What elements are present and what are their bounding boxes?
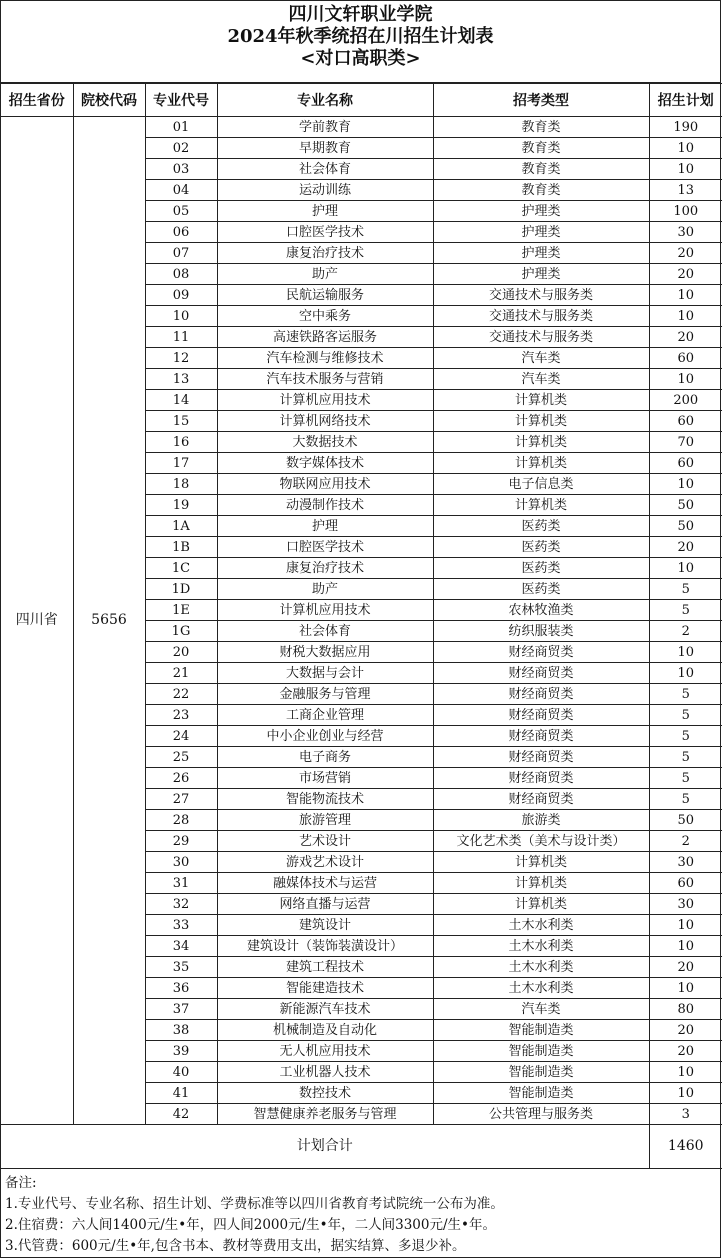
plan-count-cell: 5 [649,747,722,768]
title-school: 四川文轩职业学院 [288,4,433,25]
plan-count-cell: 10 [649,306,722,327]
plan-count-cell: 10 [649,1083,722,1104]
major-name-cell: 护理 [217,516,433,537]
exam-type-cell: 交通技术与服务类 [433,285,649,306]
exam-type-cell: 计算机类 [433,873,649,894]
major-code-cell: 24 [145,726,217,747]
plan-count-cell: 5 [649,579,722,600]
plan-count-cell: 5 [649,726,722,747]
exam-type-cell: 汽车类 [433,369,649,390]
exam-type-cell: 交通技术与服务类 [433,327,649,348]
exam-type-cell: 医药类 [433,537,649,558]
major-code-cell: 14 [145,390,217,411]
major-name-cell: 智能物流技术 [217,789,433,810]
exam-type-cell: 财经商贸类 [433,768,649,789]
plan-count-cell: 10 [649,159,722,180]
major-code-cell: 03 [145,159,217,180]
major-name-cell: 新能源汽车技术 [217,999,433,1020]
major-code-cell: 15 [145,411,217,432]
major-code-cell: 17 [145,453,217,474]
major-code-cell: 42 [145,1104,217,1125]
major-code-cell: 39 [145,1041,217,1062]
exam-type-cell: 财经商贸类 [433,663,649,684]
notes-section [1,1169,720,1257]
major-name-cell: 数字媒体技术 [217,453,433,474]
exam-type-cell: 智能制造类 [433,1041,649,1062]
major-name-cell: 民航运输服务 [217,285,433,306]
table-header-row [1,84,722,117]
major-code-cell: 1A [145,516,217,537]
plan-count-cell: 70 [649,432,722,453]
total-label: 计划合计 [1,1125,649,1169]
major-name-cell: 智能建造技术 [217,978,433,999]
plan-count-cell: 5 [649,789,722,810]
plan-count-cell: 100 [649,201,722,222]
major-name-cell: 大数据技术 [217,432,433,453]
note-item-2: 2.住宿费：六人间1400元/生•年，四人间2000元/生•年，二人间3300元/生•年。 [5,1217,496,1233]
header-major-code: 专业代号 [145,84,217,117]
plan-count-cell: 20 [649,264,722,285]
major-code-cell: 23 [145,705,217,726]
major-name-cell: 游戏艺术设计 [217,852,433,873]
exam-type-cell: 汽车类 [433,999,649,1020]
note-item-1: 1.专业代号、专业名称、招生计划、学费标准等以四川省教育考试院统一公布为准。 [5,1196,504,1212]
exam-type-cell: 计算机类 [433,453,649,474]
exam-type-cell: 护理类 [433,243,649,264]
major-name-cell: 汽车检测与维修技术 [217,348,433,369]
exam-type-cell: 教育类 [433,159,649,180]
major-name-cell: 高速铁路客运服务 [217,327,433,348]
plan-count-cell: 10 [649,915,722,936]
major-code-cell: 08 [145,264,217,285]
major-code-cell: 20 [145,642,217,663]
exam-type-cell: 计算机类 [433,894,649,915]
major-code-cell: 01 [145,117,217,138]
major-code-cell: 25 [145,747,217,768]
plan-count-cell: 20 [649,957,722,978]
major-name-cell: 工业机器人技术 [217,1062,433,1083]
exam-type-cell: 智能制造类 [433,1083,649,1104]
major-name-cell: 助产 [217,264,433,285]
major-code-cell: 30 [145,852,217,873]
plan-count-cell: 30 [649,894,722,915]
plan-count-cell: 2 [649,621,722,642]
major-name-cell: 无人机应用技术 [217,1041,433,1062]
major-code-cell: 05 [145,201,217,222]
exam-type-cell: 土木水利类 [433,957,649,978]
exam-type-cell: 教育类 [433,117,649,138]
plan-count-cell: 10 [649,1062,722,1083]
major-code-cell: 04 [145,180,217,201]
major-name-cell: 助产 [217,579,433,600]
plan-count-cell: 60 [649,411,722,432]
major-code-cell: 37 [145,999,217,1020]
major-name-cell: 口腔医学技术 [217,537,433,558]
exam-type-cell: 护理类 [433,222,649,243]
plan-count-cell: 10 [649,663,722,684]
major-code-cell: 26 [145,768,217,789]
exam-type-cell: 土木水利类 [433,915,649,936]
major-code-cell: 1E [145,600,217,621]
header-major-name: 专业名称 [217,84,433,117]
exam-type-cell: 财经商贸类 [433,684,649,705]
exam-type-cell: 智能制造类 [433,1020,649,1041]
plan-count-cell: 5 [649,705,722,726]
plan-count-cell: 5 [649,684,722,705]
plan-count-cell: 30 [649,852,722,873]
major-code-cell: 19 [145,495,217,516]
major-code-cell: 29 [145,831,217,852]
major-name-cell: 建筑工程技术 [217,957,433,978]
exam-type-cell: 医药类 [433,579,649,600]
major-code-cell: 12 [145,348,217,369]
major-name-cell: 数控技术 [217,1083,433,1104]
plan-count-cell: 2 [649,831,722,852]
plan-count-cell: 20 [649,243,722,264]
note-item-3: 3.代管费：600元/生•年,包含书本、教材等费用支出，据实结算、多退少补。 [5,1238,466,1254]
major-code-cell: 34 [145,936,217,957]
exam-type-cell: 土木水利类 [433,936,649,957]
major-code-cell: 1D [145,579,217,600]
plan-count-cell: 50 [649,810,722,831]
exam-type-cell: 计算机类 [433,852,649,873]
plan-count-cell: 10 [649,285,722,306]
title-plan: 2024年秋季统招在川招生计划表 [227,26,494,47]
major-code-cell: 18 [145,474,217,495]
major-code-cell: 10 [145,306,217,327]
exam-type-cell: 电子信息类 [433,474,649,495]
major-code-cell: 06 [145,222,217,243]
total-row [1,1125,722,1169]
plan-count-cell: 10 [649,558,722,579]
total-value: 1460 [649,1125,722,1169]
plan-count-cell: 50 [649,495,722,516]
major-name-cell: 网络直播与运营 [217,894,433,915]
province-cell: 四川省 [1,117,73,1125]
major-name-cell: 运动训练 [217,180,433,201]
plan-count-cell: 20 [649,1041,722,1062]
major-name-cell: 计算机应用技术 [217,390,433,411]
exam-type-cell: 财经商贸类 [433,642,649,663]
table-body [1,117,722,1169]
major-name-cell: 电子商务 [217,747,433,768]
plan-count-cell: 20 [649,537,722,558]
plan-count-cell: 30 [649,222,722,243]
major-name-cell: 康复治疗技术 [217,558,433,579]
major-name-cell: 智慧健康养老服务与管理 [217,1104,433,1125]
school-code-cell: 5656 [73,117,145,1125]
exam-type-cell: 医药类 [433,516,649,537]
major-name-cell: 社会体育 [217,621,433,642]
major-name-cell: 康复治疗技术 [217,243,433,264]
major-name-cell: 社会体育 [217,159,433,180]
major-name-cell: 财税大数据应用 [217,642,433,663]
major-code-cell: 02 [145,138,217,159]
major-code-cell: 1G [145,621,217,642]
document-title [1,1,720,83]
plan-count-cell: 10 [649,978,722,999]
major-name-cell: 物联网应用技术 [217,474,433,495]
plan-count-cell: 5 [649,768,722,789]
plan-count-cell: 10 [649,474,722,495]
plan-count-cell: 10 [649,369,722,390]
exam-type-cell: 土木水利类 [433,978,649,999]
plan-count-cell: 190 [649,117,722,138]
major-code-cell: 36 [145,978,217,999]
major-code-cell: 16 [145,432,217,453]
exam-type-cell: 纺织服装类 [433,621,649,642]
major-code-cell: 40 [145,1062,217,1083]
exam-type-cell: 智能制造类 [433,1062,649,1083]
major-name-cell: 金融服务与管理 [217,684,433,705]
major-code-cell: 27 [145,789,217,810]
notes-heading: 备注: [5,1175,37,1191]
plan-count-cell: 10 [649,936,722,957]
exam-type-cell: 财经商贸类 [433,705,649,726]
major-name-cell: 早期教育 [217,138,433,159]
major-name-cell: 空中乘务 [217,306,433,327]
exam-type-cell: 财经商贸类 [433,747,649,768]
major-name-cell: 融媒体技术与运营 [217,873,433,894]
major-name-cell: 机械制造及自动化 [217,1020,433,1041]
major-name-cell: 计算机应用技术 [217,600,433,621]
exam-type-cell: 计算机类 [433,390,649,411]
major-code-cell: 31 [145,873,217,894]
major-code-cell: 21 [145,663,217,684]
exam-type-cell: 护理类 [433,264,649,285]
major-name-cell: 艺术设计 [217,831,433,852]
major-name-cell: 旅游管理 [217,810,433,831]
plan-count-cell: 20 [649,327,722,348]
exam-type-cell: 教育类 [433,180,649,201]
exam-type-cell: 农林牧渔类 [433,600,649,621]
major-code-cell: 32 [145,894,217,915]
exam-type-cell: 财经商贸类 [433,789,649,810]
plan-count-cell: 80 [649,999,722,1020]
plan-count-cell: 5 [649,600,722,621]
major-code-cell: 22 [145,684,217,705]
major-name-cell: 汽车技术服务与营销 [217,369,433,390]
exam-type-cell: 计算机类 [433,432,649,453]
exam-type-cell: 医药类 [433,558,649,579]
plan-count-cell: 50 [649,516,722,537]
major-name-cell: 建筑设计（装饰装潢设计） [217,936,433,957]
header-school-code: 院校代码 [73,84,145,117]
major-code-cell: 1C [145,558,217,579]
major-code-cell: 13 [145,369,217,390]
plan-count-cell: 3 [649,1104,722,1125]
major-code-cell: 41 [145,1083,217,1104]
plan-count-cell: 200 [649,390,722,411]
major-code-cell: 1B [145,537,217,558]
plan-count-cell: 10 [649,138,722,159]
plan-count-cell: 60 [649,348,722,369]
exam-type-cell: 计算机类 [433,495,649,516]
major-name-cell: 大数据与会计 [217,663,433,684]
header-province: 招生省份 [1,84,73,117]
table-row [1,117,722,138]
major-code-cell: 28 [145,810,217,831]
exam-type-cell: 计算机类 [433,411,649,432]
exam-type-cell: 教育类 [433,138,649,159]
major-code-cell: 07 [145,243,217,264]
major-code-cell: 38 [145,1020,217,1041]
major-name-cell: 计算机网络技术 [217,411,433,432]
major-name-cell: 中小企业创业与经营 [217,726,433,747]
major-name-cell: 口腔医学技术 [217,222,433,243]
header-exam-type: 招考类型 [433,84,649,117]
major-name-cell: 市场营销 [217,768,433,789]
major-code-cell: 33 [145,915,217,936]
plan-count-cell: 60 [649,873,722,894]
exam-type-cell: 护理类 [433,201,649,222]
major-name-cell: 护理 [217,201,433,222]
major-code-cell: 09 [145,285,217,306]
major-name-cell: 建筑设计 [217,915,433,936]
major-code-cell: 11 [145,327,217,348]
exam-type-cell: 旅游类 [433,810,649,831]
major-name-cell: 学前教育 [217,117,433,138]
header-plan-count: 招生计划 [649,84,722,117]
plan-count-cell: 10 [649,642,722,663]
exam-type-cell: 财经商贸类 [433,726,649,747]
exam-type-cell: 文化艺术类（美术与设计类） [433,831,649,852]
plan-count-cell: 13 [649,180,722,201]
major-name-cell: 工商企业管理 [217,705,433,726]
exam-type-cell: 公共管理与服务类 [433,1104,649,1125]
plan-count-cell: 60 [649,453,722,474]
exam-type-cell: 交通技术与服务类 [433,306,649,327]
major-code-cell: 35 [145,957,217,978]
enrollment-table [1,83,722,1169]
title-category: <对口高职类> [300,48,421,69]
major-name-cell: 动漫制作技术 [217,495,433,516]
exam-type-cell: 汽车类 [433,348,649,369]
plan-count-cell: 20 [649,1020,722,1041]
